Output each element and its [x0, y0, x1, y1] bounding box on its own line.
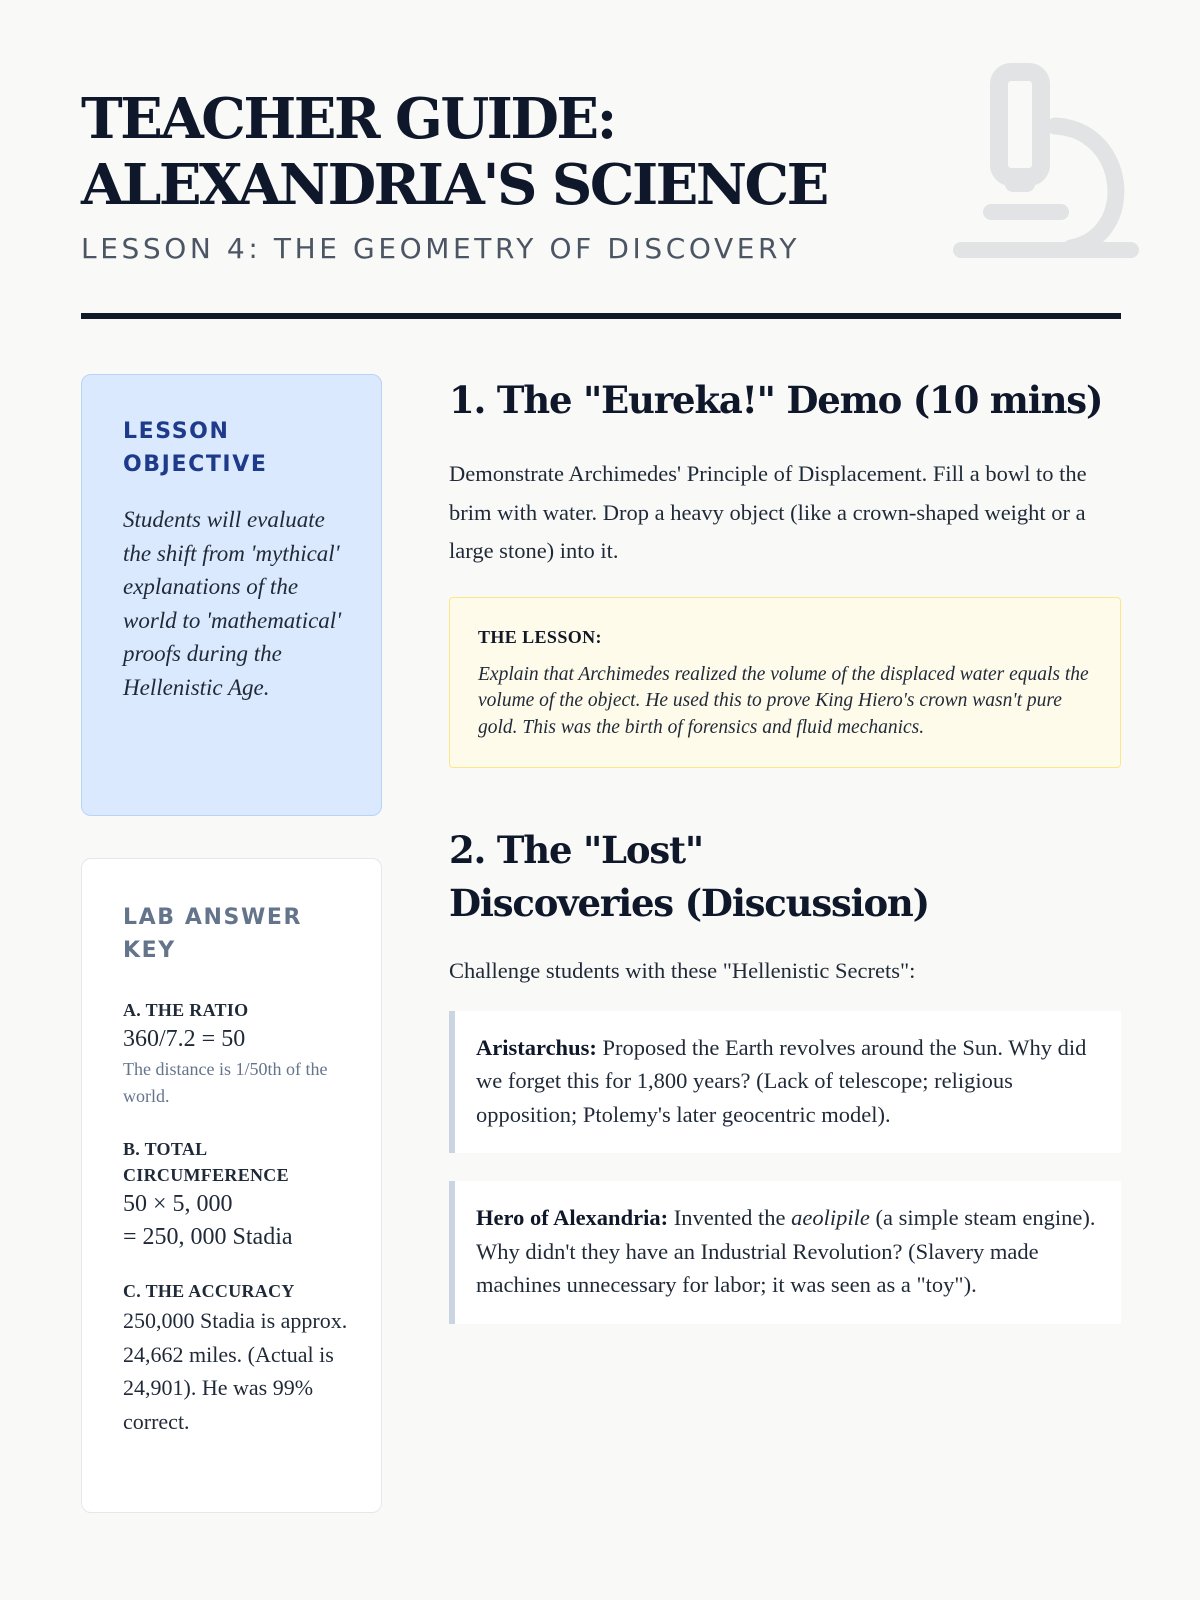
- lesson-callout-text: Explain that Archimedes realized the volume of the displaced water equals the volume of the object. He used this to prove King Hiero's crown wasn't pure gold. This was the birth of forensics and fluid mechanics.: [478, 663, 1089, 738]
- section-lost-discoveries: [449, 824, 1121, 1324]
- section-2-title: 2. The "Lost" Discoveries (Discussion): [449, 828, 929, 925]
- section-eureka-demo: [449, 374, 1121, 768]
- discovery-aristarchus-name: Aristarchus:: [476, 1034, 597, 1060]
- answer-circumference-label: B. TOTAL CIRCUMFERENCE: [123, 1139, 289, 1185]
- discovery-hero-name: Hero of Alexandria:: [476, 1205, 669, 1230]
- answer-circumference-math-2: = 250, 000 Stadia: [123, 1224, 293, 1250]
- discovery-aristarchus-text: Proposed the Earth revolves around the Sun. Why did we forget this for 1,800 years? (Lack of telescope; religious opposition; Ptolemy's later geocentric model).: [476, 1034, 1087, 1127]
- answer-key-heading: LAB ANSWER KEY: [123, 905, 302, 963]
- answer-accuracy: [123, 1278, 351, 1438]
- objective-heading: LESSON OBJECTIVE: [123, 419, 268, 477]
- answer-ratio-math: 360/7.2 = 50: [123, 1026, 246, 1052]
- objective-text: Students will evaluate the shift from 'mythical' explanations of the world to 'mathematical' proofs during the Hellenistic Age.: [123, 507, 342, 700]
- header-divider: [81, 313, 1121, 319]
- answer-ratio-label: A. THE RATIO: [123, 1000, 249, 1020]
- lesson-objective-card: [81, 374, 382, 816]
- lab-answer-key-card: [81, 858, 382, 1513]
- answer-accuracy-text: 250,000 Stadia is approx. 24,662 miles. (Actual is 24,901). He was 99% correct.: [123, 1308, 348, 1434]
- section-1-text: Demonstrate Archimedes' Principle of Displacement. Fill a bowl to the brim with water. Drop a heavy object (like a crown-shaped weight or a large stone) into it.: [449, 461, 1087, 563]
- discovery-hero-emphasis: aeolipile: [791, 1205, 870, 1230]
- microscope-icon: [951, 60, 1141, 260]
- discovery-hero-text-before: Invented the: [673, 1205, 786, 1230]
- answer-ratio-note: The distance is 1/50th of the world.: [123, 1059, 328, 1106]
- answer-accuracy-label: C. THE ACCURACY: [123, 1281, 295, 1301]
- discovery-hero: [449, 1181, 1121, 1324]
- section-2-intro: Challenge students with these "Hellenistic Secrets":: [449, 958, 916, 983]
- discovery-hero-text-after: (a simple steam engine). Why didn't they have an Industrial Revolution? (Slavery made machines unnecessary for labor; it was seen as a "toy").: [476, 1205, 1096, 1297]
- discovery-aristarchus: [449, 1011, 1121, 1154]
- page-subtitle: LESSON 4: THE GEOMETRY OF DISCOVERY: [81, 232, 801, 265]
- page: [81, 0, 1121, 1600]
- main-content: [449, 374, 1121, 1324]
- answer-circumference-math-1: 50 × 5, 000: [123, 1191, 233, 1217]
- answer-ratio: [123, 997, 351, 1110]
- page-title: TEACHER GUIDE: ALEXANDRIA'S SCIENCE: [81, 86, 827, 218]
- answer-circumference: [123, 1136, 351, 1254]
- lesson-callout: [449, 597, 1121, 769]
- lesson-callout-label: THE LESSON:: [478, 626, 602, 647]
- section-1-title: 1. The "Eureka!" Demo (10 mins): [449, 378, 1103, 422]
- page-header: [81, 86, 1121, 265]
